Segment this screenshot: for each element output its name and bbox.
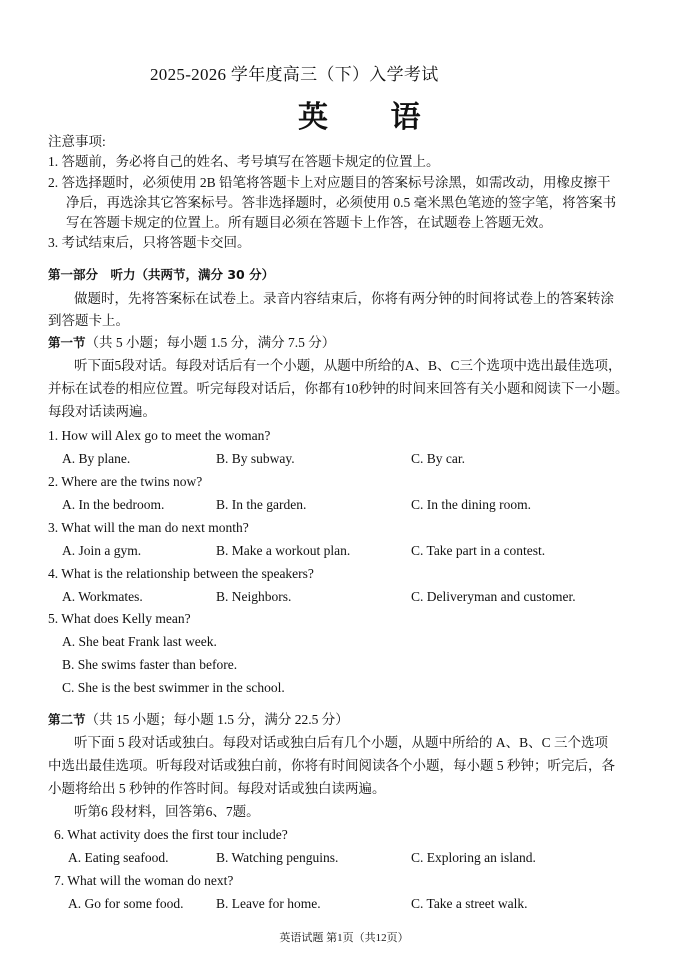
question-1-option-a: A. By plane.	[62, 451, 131, 466]
section1-instruction-line1: 听下面5段对话。每段对话后有一个小题，从题中所给的A、B、C三个选项中选出最佳选项，	[74, 358, 622, 373]
section2-instruction-line2: 中选出最佳选项。听每段对话或独白前，你将有时间阅读各个小题，每小题 5 秒钟；听完后，各	[48, 758, 615, 773]
question-7-option-a: A. Go for some food.	[68, 896, 184, 911]
page-footer: 英语试题 第1页（共12页）	[279, 932, 409, 944]
question-5-option-c: C. She is the best swimmer in the school.	[62, 680, 285, 695]
question-4-option-a: A. Workmates.	[62, 589, 143, 604]
exam-title: 2025-2026 学年度高三（下）入学考试	[150, 65, 439, 84]
section1-heading-detail: （共 5 小题；每小题 1.5 分，满分 7.5 分）	[85, 335, 336, 350]
question-2: 2. Where are the twins now?	[48, 474, 203, 489]
question-4-option-c: C. Deliveryman and customer.	[411, 589, 576, 604]
notice-item-3: 3. 考试结束后，只将答题卡交回。	[48, 235, 251, 250]
question-3-option-b: B. Make a workout plan.	[216, 543, 351, 558]
section2-instruction-line1: 听下面 5 段对话或独白。每段对话或独白后有几个小题，从题中所给的 A、B、C 三个选项	[74, 735, 609, 750]
section1-heading	[48, 334, 335, 352]
question-6: 6. What activity does the first tour include?	[54, 827, 288, 842]
question-5-option-a: A. She beat Frank last week.	[62, 634, 217, 649]
question-2-option-a: A. In the bedroom.	[62, 497, 165, 512]
notice-item-1: 1. 答题前，务必将自己的姓名、考号填写在答题卡规定的位置上。	[48, 154, 440, 169]
question-7-option-b: B. Leave for home.	[216, 896, 321, 911]
question-6-option-b: B. Watching penguins.	[216, 850, 339, 865]
question-6-option-a: A. Eating seafood.	[68, 850, 169, 865]
question-5-option-b: B. She swims faster than before.	[62, 657, 238, 672]
question-3-option-a: A. Join a gym.	[62, 543, 142, 558]
notice-item-2-cont2: 写在答题卡规定的位置上。所有题目必须在答题卡上作答，在试题卷上答题无效。	[66, 215, 552, 230]
question-7: 7. What will the woman do next?	[54, 873, 234, 888]
section2-heading	[48, 711, 349, 729]
question-7-option-c: C. Take a street walk.	[411, 896, 528, 911]
section1-heading-label: 第一节	[48, 335, 86, 350]
section2-heading-label: 第二节	[48, 712, 86, 727]
section1-instruction-line3: 每段对话读两遍。	[48, 404, 156, 419]
question-1: 1. How will Alex go to meet the woman?	[48, 428, 271, 443]
section2-material-note: 听第6 段材料，回答第6、7题。	[74, 804, 260, 819]
question-1-option-b: B. By subway.	[216, 451, 295, 466]
question-4: 4. What is the relationship between the speakers?	[48, 566, 314, 581]
part1-instruction-line1: 做题时，先将答案标在试卷上。录音内容结束后，你将有两分钟的时间将试卷上的答案转涂	[74, 291, 614, 306]
part1-heading: 第一部分 听力（共两节，满分 30 分）	[48, 267, 275, 282]
question-2-option-c: C. In the dining room.	[411, 497, 531, 512]
section2-instruction-line3: 小题将给出 5 秒钟的作答时间。每段对话或独白读两遍。	[48, 781, 386, 796]
section1-instruction-line2: 并标在试卷的相应位置。听完每段对话后，你都有10秒钟的时间来回答有关小题和阅读下一小题。	[48, 381, 629, 396]
part1-instruction-line2: 到答题卡上。	[48, 313, 129, 328]
question-3: 3. What will the man do next month?	[48, 520, 249, 535]
subject-title: 英 语	[298, 100, 447, 135]
question-3-option-c: C. Take part in a contest.	[411, 543, 546, 558]
notice-item-2: 2. 答选择题时，必须使用 2B 铅笔将答题卡上对应题目的答案标号涂黑，如需改动，用橡皮擦干	[48, 175, 611, 190]
question-2-option-b: B. In the garden.	[216, 497, 307, 512]
notice-item-2-cont: 净后，再选涂其它答案标号。答非选择题时，必须使用 0.5 毫米黑色笔迹的签字笔，将答案书	[66, 195, 617, 210]
section2-heading-detail: （共 15 小题；每小题 1.5 分，满分 22.5 分）	[85, 712, 349, 727]
question-6-option-c: C. Exploring an island.	[411, 850, 536, 865]
question-4-option-b: B. Neighbors.	[216, 589, 292, 604]
question-5: 5. What does Kelly mean?	[48, 611, 191, 626]
notice-heading: 注意事项:	[48, 134, 106, 149]
question-1-option-c: C. By car.	[411, 451, 465, 466]
